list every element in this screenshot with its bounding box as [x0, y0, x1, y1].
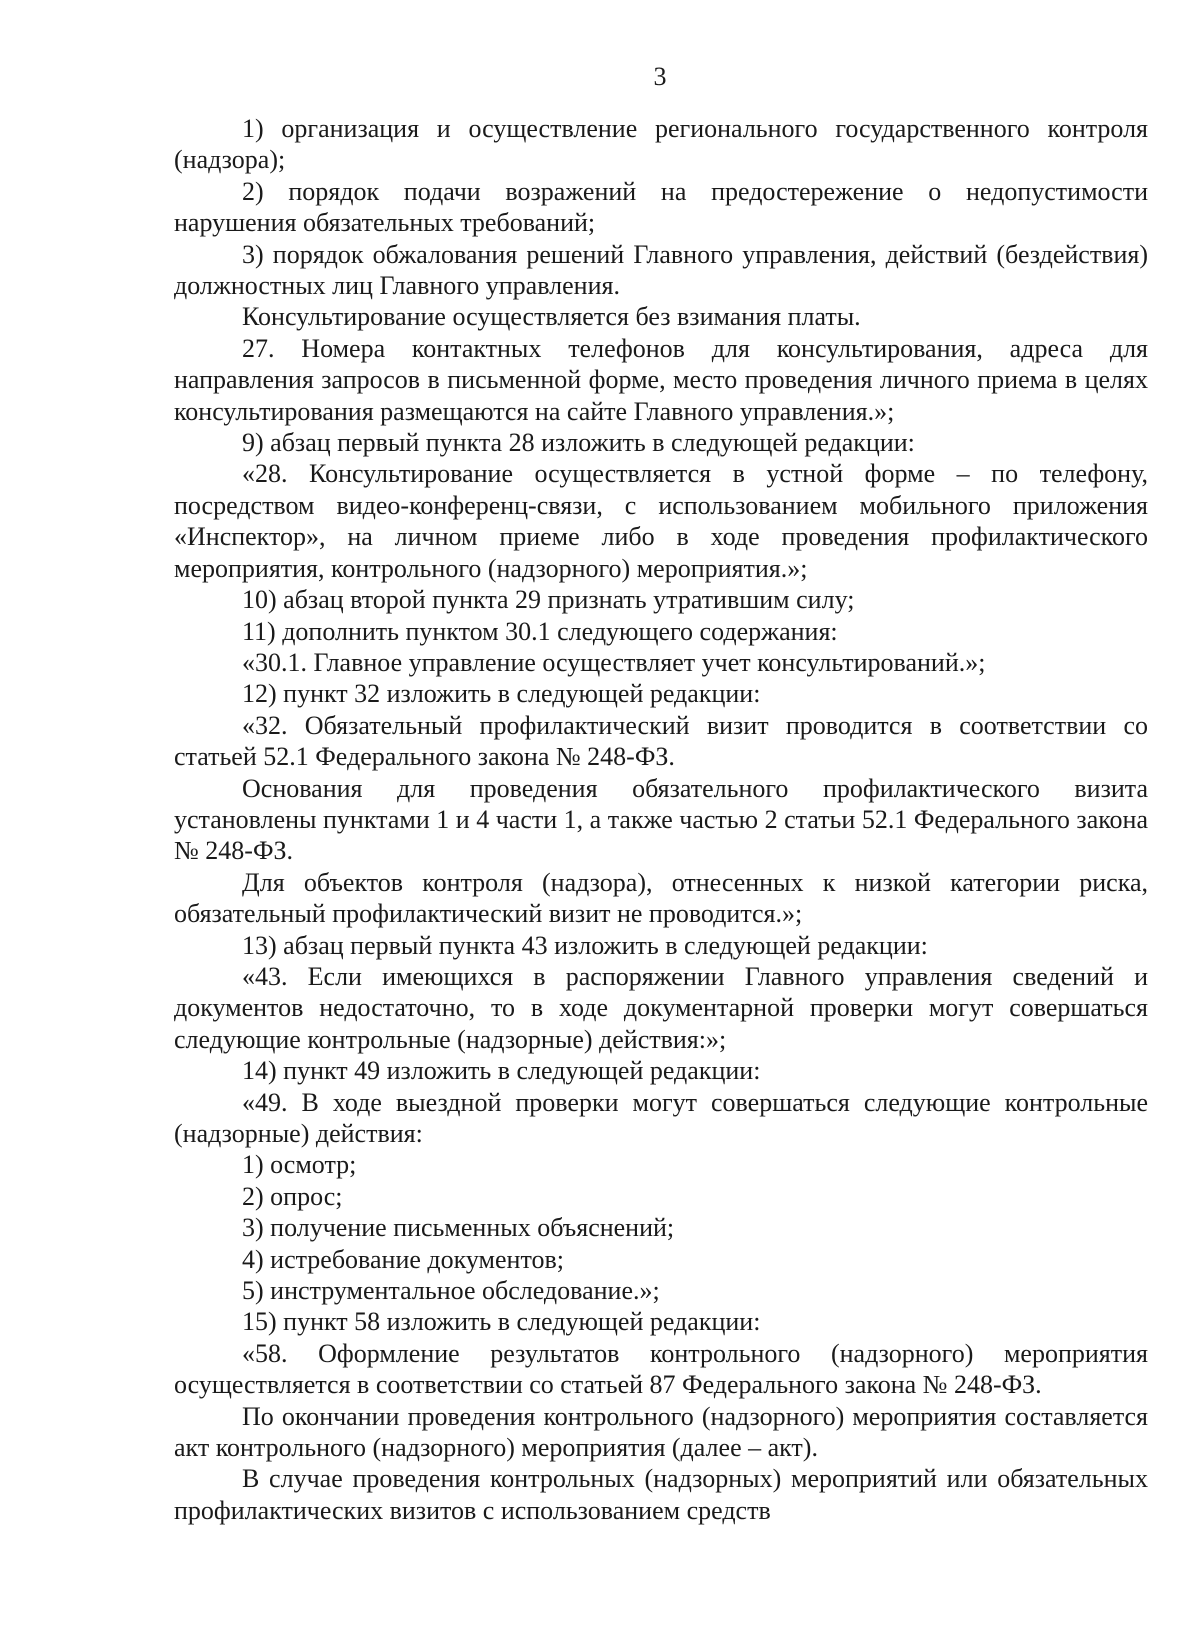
- paragraph-10: «30.1. Главное управление осуществляет учет консультирований.»;: [242, 647, 986, 677]
- paragraph-4: Консультирование осуществляется без взимания платы.: [242, 302, 861, 332]
- paragraph-12: «32. Обязательный профилактический визит проводится в соответствии со статьей 52.1 Федерального закона № 248-ФЗ.: [174, 710, 1148, 772]
- paragraph-15: 13) абзац первый пункта 43 изложить в следующей редакции:: [242, 930, 928, 960]
- page-number: 3: [653, 62, 667, 91]
- paragraph-7: «28. Консультирование осуществляется в устной форме – по телефону, посредством видео-конференц-связи, с использованием мобильного приложения «Инспектор», на личном приеме либо в ходе проведения профилактического мероприятия, контрольного (надзорного) мероприятия.»;: [174, 459, 1148, 583]
- paragraph-26: По окончании проведения контрольного (надзорного) мероприятия составляется акт контрольного (надзорного) мероприятия (далее – акт).: [174, 1401, 1148, 1463]
- paragraph-5: 27. Номера контактных телефонов для консультирования, адреса для направления запросов в письменной форме, место проведения личного приема в целях консультирования размещаются на сайте Главного управления.»;: [174, 333, 1148, 426]
- paragraph-16: «43. Если имеющихся в распоряжении Главного управления сведений и документов недостаточно, то в ходе документарной проверки могут совершаться следующие контрольные (надзорные) действия:»;: [174, 961, 1148, 1054]
- paragraph-22: 4) истребование документов;: [242, 1244, 564, 1274]
- document-body: [174, 113, 1148, 1526]
- paragraph-20: 2) опрос;: [242, 1181, 343, 1211]
- paragraph-11: 12) пункт 32 изложить в следующей редакции:: [242, 679, 761, 709]
- paragraph-24: 15) пункт 58 изложить в следующей редакции:: [242, 1307, 761, 1337]
- paragraph-21: 3) получение письменных объяснений;: [242, 1213, 675, 1243]
- paragraph-2: 2) порядок подачи возражений на предостережение о недопустимости нарушения обязательных требований;: [174, 176, 1148, 238]
- paragraph-14: Для объектов контроля (надзора), отнесенных к низкой категории риска, обязательный профилактический визит не проводится.»;: [174, 867, 1148, 929]
- paragraph-9: 11) дополнить пунктом 30.1 следующего содержания:: [242, 616, 838, 646]
- paragraph-17: 14) пункт 49 изложить в следующей редакции:: [242, 1056, 761, 1086]
- paragraph-13: Основания для проведения обязательного профилактического визита установлены пунктами 1 и 4 части 1, а также частью 2 статьи 52.1 Федерального закона № 248-ФЗ.: [174, 773, 1148, 866]
- paragraph-23: 5) инструментальное обследование.»;: [242, 1276, 660, 1306]
- paragraph-27: В случае проведения контрольных (надзорных) мероприятий или обязательных профилактических визитов с использованием средств: [174, 1464, 1148, 1525]
- paragraph-19: 1) осмотр;: [242, 1150, 357, 1180]
- paragraph-25: «58. Оформление результатов контрольного (надзорного) мероприятия осуществляется в соответствии со статьей 87 Федерального закона № 248-ФЗ.: [174, 1338, 1148, 1400]
- paragraph-18: «49. В ходе выездной проверки могут совершаться следующие контрольные (надзорные) действия:: [174, 1087, 1148, 1148]
- paragraph-3: 3) порядок обжалования решений Главного управления, действий (бездействия) должностных лиц Главного управления.: [174, 239, 1148, 301]
- paragraph-1: 1) организация и осуществление регионального государственного контроля (надзора);: [174, 114, 1148, 175]
- paragraph-6: 9) абзац первый пункта 28 изложить в следующей редакции:: [242, 428, 915, 458]
- paragraph-8: 10) абзац второй пункта 29 признать утратившим силу;: [242, 585, 855, 615]
